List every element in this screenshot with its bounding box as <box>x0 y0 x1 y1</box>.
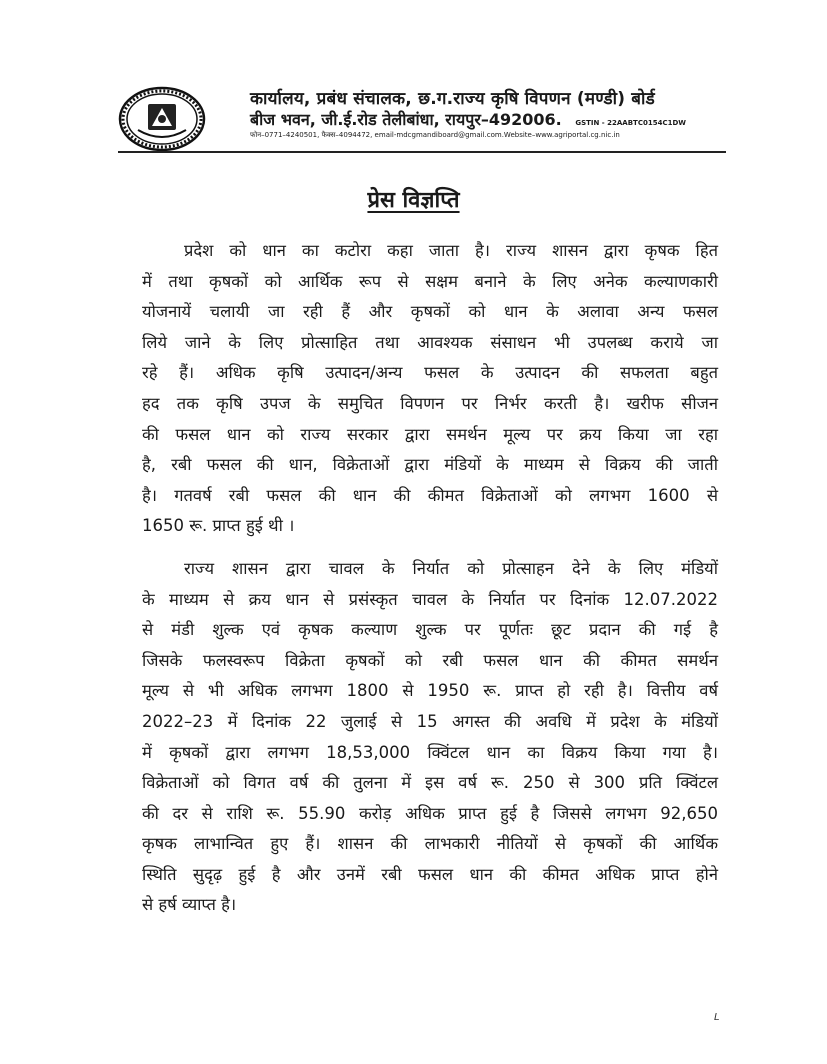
paragraph-gap <box>142 542 718 554</box>
paragraph-1-line: योजनायें चलायी जा रही हैं और कृषकों को धान के अलावा अन्य फसल <box>142 302 718 322</box>
office-name: कार्यालय, प्रबंध संचालक, छ.ग.राज्य कृषि विपणन (मण्डी) बोर्ड <box>250 89 655 109</box>
address-text: बीज भवन, जी.ई.रोड तेलीबांधा, रायपुर–492006. <box>250 110 562 129</box>
paragraph-2-line: स्थिति सुदृढ़ हुई है और उनमें रबी फसल धान की कीमत अधिक प्राप्त होने <box>142 864 718 884</box>
paragraph-2-line: विक्रेताओं को विगत वर्ष की तुलना में इस वर्ष रू. 250 से 300 प्रति क्विंटल <box>142 773 718 793</box>
document-body <box>142 236 718 921</box>
paragraph-1-line: 1650 रू. प्राप्त हुई थी । <box>142 516 295 536</box>
paragraph-2-line: मूल्य से भी अधिक लगभग 1800 से 1950 रू. प्राप्त हो रही है। वित्तीय वर्ष <box>142 681 718 701</box>
paragraph-1-line: की फसल धान को राज्य सरकार द्वारा समर्थन मूल्य पर क्रय किया जा रहा <box>142 424 718 444</box>
paragraph-2-line: के माध्यम से क्रय धान से प्रसंस्कृत चावल के निर्यात पर दिनांक 12.07.2022 <box>142 589 718 609</box>
document-title-wrap <box>0 184 827 214</box>
paragraph-1-line: रहे हैं। अधिक कृषि उत्पादन/अन्य फसल के उत्पादन की सफलता बहुत <box>142 363 718 383</box>
paragraph-2-line: जिसके फलस्वरूप विक्रेता कृषकों को रबी फसल धान की कीमत समर्थन <box>142 650 718 670</box>
paragraph-1-line: हद तक कृषि उपज के समुचित विपणन पर निर्भर करती है। खरीफ सीजन <box>142 393 718 413</box>
board-emblem-icon <box>118 86 206 152</box>
gstin-number: GSTIN - 22AABTC0154C1DW <box>575 119 686 127</box>
paragraph-2-line: 2022–23 में दिनांक 22 जुलाई से 15 अगस्त की अवधि में प्रदेश के मंडियों <box>142 711 718 731</box>
paragraph-1-line: लिये जाने के लिए प्रोत्साहित तथा आवश्यक संसाधन भी उपलब्ध कराये जा <box>142 332 718 352</box>
contact-details: फोन–0771–4240501, फैक्स–4094472, email-mdcgmandiboard@gmail.com.Website–www.agriportal.cg.nic.in <box>250 131 620 139</box>
office-address <box>250 108 730 130</box>
paragraph-2-line: कृषक लाभान्वित हुए हैं। शासन की लाभकारी नीतियों से कृषकों की आर्थिक <box>142 834 718 854</box>
paragraph-2-line: में कृषकों द्वारा लगभग 18,53,000 क्विंटल धान का विक्रय किया गया है। <box>142 742 718 762</box>
header-divider <box>118 151 726 153</box>
document-title: प्रेस विज्ञप्ति <box>367 188 460 213</box>
paragraph-1-line: में तथा कृषकों को आर्थिक रूप से सक्षम बनाने के लिए अनेक कल्याणकारी <box>142 271 718 291</box>
paragraph-1-line: है। गतवर्ष रबी फसल की धान की कीमत विक्रेताओं को लगभग 1600 से <box>142 485 718 505</box>
paragraph-2-line: राज्य शासन द्वारा चावल के निर्यात को प्रोत्साहन देने के लिए मंडियों <box>184 558 718 578</box>
paragraph-2-line: से मंडी शुल्क एवं कृषक कल्याण शुल्क पर पूर्णतः छूट प्रदान की गई है <box>142 620 718 640</box>
paragraph-2-line: से हर्ष व्याप्त है। <box>142 895 237 915</box>
signature-mark: L <box>714 1012 720 1023</box>
paragraph-1-line: प्रदेश को धान का कटोरा कहा जाता है। राज्य शासन द्वारा कृषक हित <box>184 241 718 260</box>
paragraph-1-line: है, रबी फसल की धान, विक्रेताओं द्वारा मंडियों के माध्यम से विक्रय की जाती <box>142 455 718 475</box>
paragraph-2-line: की दर से राशि रू. 55.90 करोड़ अधिक प्राप्त हुई है जिससे लगभग 92,650 <box>142 803 718 823</box>
